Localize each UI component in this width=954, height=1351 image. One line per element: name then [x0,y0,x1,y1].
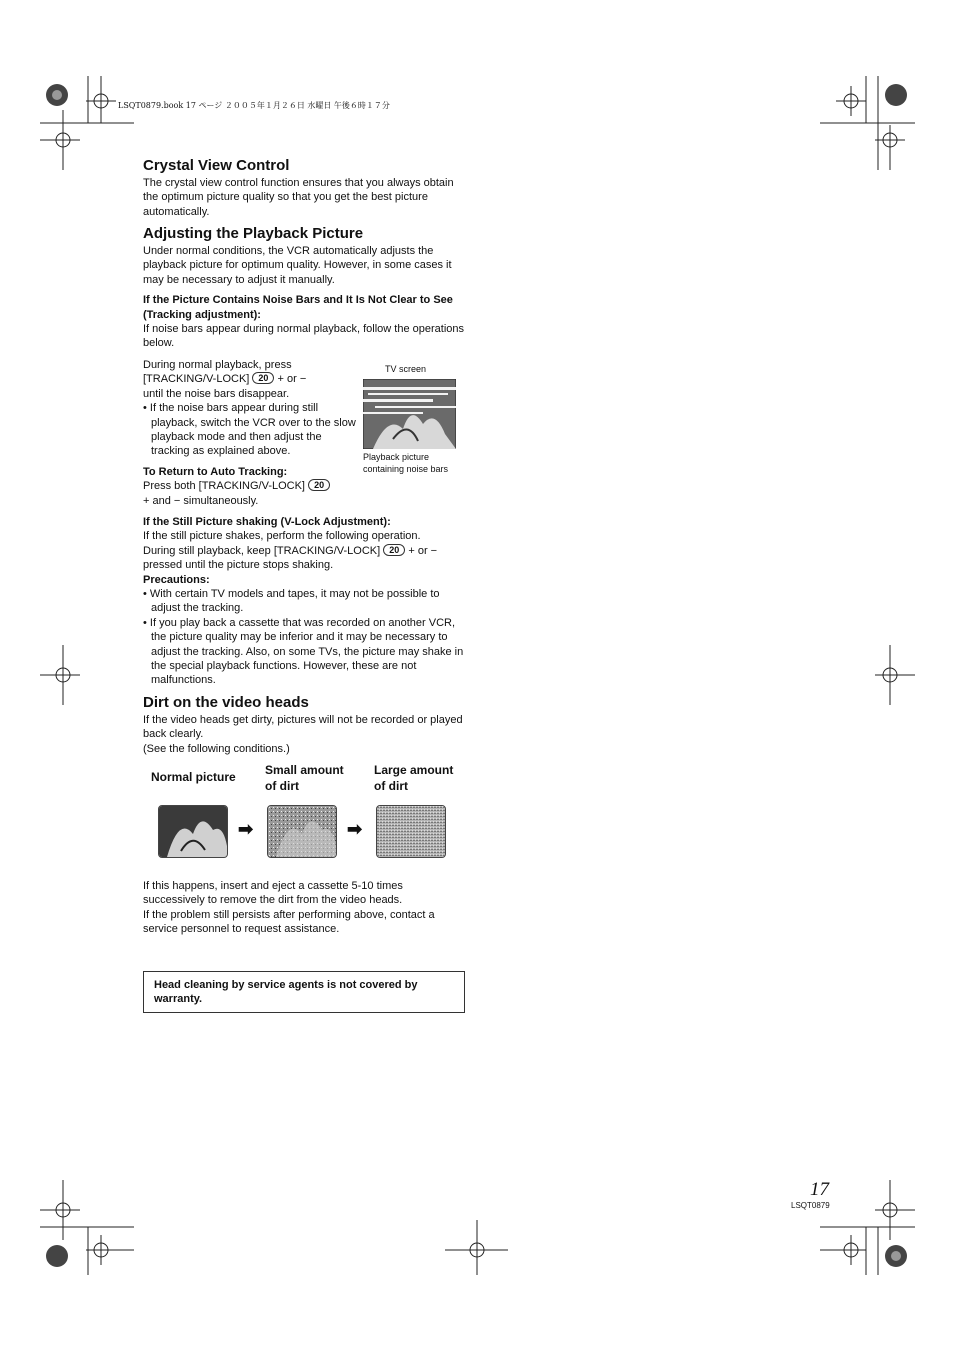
step-text-2: [TRACKING/V-LOCK] [143,373,250,386]
file-info: LSQT0879.book 17 ページ ２００５年１月２６日 水曜日 午後６時１７分 [118,101,390,110]
step-text-4: until the noise bars disappear. [143,387,290,400]
step-text-1: During normal playback, press [143,359,292,371]
model-code: LSQT0879 [791,1201,830,1210]
warranty-note: Head cleaning by service agents is not covered by warranty. [154,979,418,1005]
crystal-body: The crystal view control function ensures that you always obtain the optimum picture quality so that you get the best picture automatically. [143,177,454,218]
dirt-after-text [143,879,465,937]
tv-caption-line-2: containing noise bars [363,464,449,474]
adjust-body: Under normal conditions, the VCR automatically adjusts the playback picture for optimum quality. However, in some cases it may be necessary to adjust it manually. [143,245,452,286]
tv-caption [363,451,448,475]
label-large-line-2: of dirt [374,779,408,793]
heading-adjusting: Adjusting the Playback Picture [143,225,364,242]
page-number: 17 [810,1179,829,1200]
noise-body: If noise bars appear during normal playback, follow the operations below. [143,323,465,350]
dirt-after-2: If the problem still persists after performing above, contact a service personnel to request assistance. [143,908,435,936]
button-ref-20: 20 [383,544,405,556]
heading-crystal-view: Crystal View Control [143,157,290,174]
arrow-right-icon: ➡ [238,819,254,839]
label-small-dirt [265,762,344,794]
normal-picture-image [158,805,228,858]
label-small-line-2: of dirt [265,779,299,793]
arrow-right-icon: ➡ [347,819,363,839]
still-playback-bullet: • If the noise bars appear during still playback, switch the VCR over to the slow playback mode and then adjust the tracking as explained above. [143,402,356,458]
noise-bars-image [363,379,456,449]
label-large-line-1: Large amount [374,763,454,777]
auto-text-2: + and − simultaneously. [143,494,259,507]
auto-text-1: Press both [TRACKING/V-LOCK] [143,480,305,493]
tv-caption-line-1: Playback picture [363,452,430,462]
section-dirt [143,694,465,756]
small-dirt-image [267,805,337,858]
dirt-after-1: If this happens, insert and eject a cassette 5-10 times successively to remove the dirt from the video heads. [143,880,403,907]
heading-dirt: Dirt on the video heads [143,694,309,711]
label-small-line-1: Small amount [265,763,344,777]
still-heading: If the Still Picture shaking (V-Lock Adjustment): [143,516,391,528]
tracking-steps [143,358,358,508]
noise-heading: If the Picture Contains Noise Bars and It Is Not Clear to See (Tracking adjustment): [143,294,453,321]
button-ref-20: 20 [308,479,330,491]
still-text-3: + or − [408,544,438,557]
step-text-3: + or − [277,373,307,386]
precaution-1: • With certain TV models and tapes, it may not be possible to adjust the tracking. [143,588,440,615]
section-vlock [143,515,465,688]
large-dirt-image [376,805,446,858]
label-large-dirt [374,762,453,794]
label-normal-picture: Normal picture [151,770,236,784]
still-text-1: If the still picture shakes, perform the following operation. [143,530,421,543]
precautions-heading: Precautions: [143,573,210,586]
button-ref-20: 20 [252,372,274,384]
still-text-2: During still playback, keep [TRACKING/V-LOCK] [143,544,381,557]
section-crystal-view [143,157,465,219]
dirt-body-1: If the video heads get dirty, pictures will not be recorded or played back clearly. [143,714,463,741]
precaution-2: • If you play back a cassette that was recorded on another VCR, the picture quality may be inferior and it may be necessary to adjust the tracking. Also, on some TVs, the picture may shake in the special playback functions. However, these are not malfunctions. [143,616,464,687]
still-text-4: pressed until the picture stops shaking. [143,559,334,572]
tv-screen-label: TV screen [385,364,427,374]
auto-tracking-heading: To Return to Auto Tracking: [143,465,288,478]
section-adjusting [143,225,465,351]
warranty-note-box [143,971,465,1013]
dirt-body-2: (See the following conditions.) [143,742,290,755]
